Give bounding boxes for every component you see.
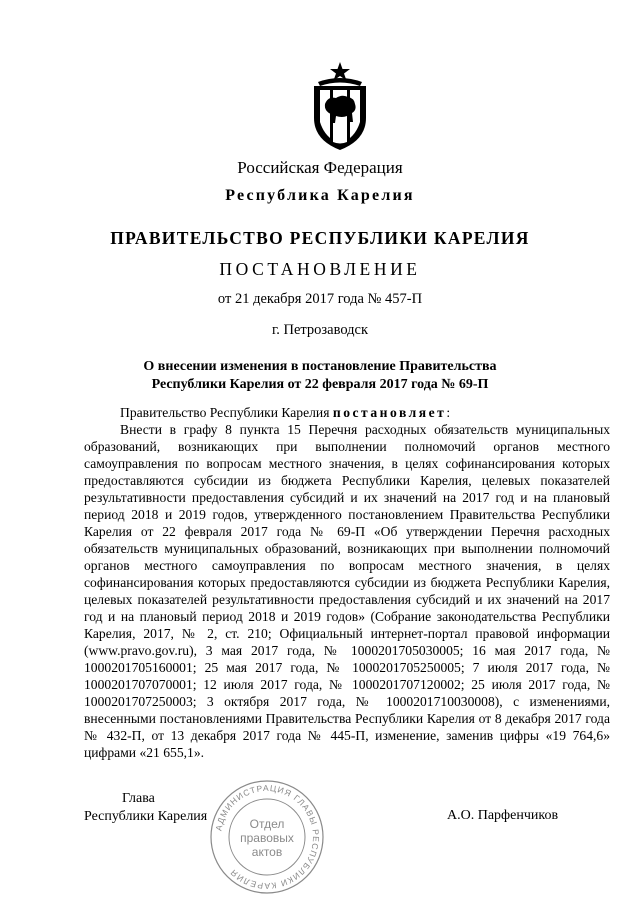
stamp-line-1: Отдел: [249, 817, 285, 831]
subject-line-2: Республики Карелия от 22 февраля 2017 года № 69-П: [151, 377, 489, 392]
republic-title: Республика Карелия: [225, 187, 415, 204]
main-paragraph: Внести в графу 8 пункта 15 Перечня расходных обязательств муниципальных образований, возникающих при выполнении полномочий органов местного самоуправления по вопросам местного значения, в целях софинансирования которых предоставляются субсидии из бюджета Республики Карелия, целевых показателей результативности предоставления субсидий и их значений на 2017 год и на плановый период 2018 и 2019 годов, утвержденного постановлением Правительства Республики Карелия от 22 февраля 2017 года № 69-П «Об утверждении Перечня расходных обязательств муниципальных образований, возникающих при выполнении полномочий органов местного самоуправления по вопросам местного значения, в целях софинансирования которых предоставляются субсидии из бюджета Республики Карелия, целевых показателей результативности предоставления субсидий и их значений на 2017 год и на плановый период 2018 и 2019 годов» (Собрание законодательства Республики Карелия, 2017, № 2, ст. 210; Официальный интернет-портал правовой информации (www.pravo.gov.ru), 3 мая 2017 года, № 1000201705030005; 16 мая 2017 года, № 1000201705160001; 25 мая 2017 года, № 1000201705250005; 7 июля 2017 года, № 1000201707070001; 12 июля 2017 года, № 1000201707120002; 25 июля 2017 года, № 1000201707250003; 3 октября 2017 года, № 1000201710030008), с изменениями, внесенными постановлениями Правительства Республики Карелия от 8 декабря 2017 года № 432-П, от 13 декабря 2017 года № 445-П, изменение, заменив цифры «19 764,6» цифрами «21 655,1».: [84, 422, 610, 760]
official-stamp-icon: [208, 778, 326, 896]
subject-line-1: О внесении изменения в постановление Правительства: [143, 359, 497, 374]
document-type: ПОСТАНОВЛЕНИЕ: [219, 259, 421, 279]
signature-title-line-2: Республики Карелия: [84, 809, 208, 824]
intro-suffix: :: [446, 405, 451, 420]
government-title: ПРАВИТЕЛЬСТВО РЕСПУБЛИКИ КАРЕЛИЯ: [110, 228, 530, 248]
document-date: от 21 декабря 2017 года № 457-П: [217, 291, 423, 307]
stamp-line-2: правовых: [240, 831, 294, 845]
signature-title: [84, 790, 207, 826]
stamp-ring-text: АДМИНИСТРАЦИЯ ГЛАВЫ РЕСПУБЛИКИ КАРЕЛИЯ: [213, 782, 322, 892]
signatory-name: А.О. Парфенчиков: [447, 808, 559, 823]
federation-title: Российская Федерация: [237, 158, 403, 177]
karelia-coat-of-arms-icon: [308, 60, 372, 152]
document-body: [84, 404, 610, 761]
intro-prefix: Правительство Республики Карелия: [120, 405, 333, 420]
stamp-line-3: актов: [251, 845, 283, 859]
intro-verb: постановляет: [332, 405, 447, 420]
document-subject: [0, 358, 640, 394]
intro-paragraph: [84, 404, 610, 421]
document-city: г. Петрозаводск: [271, 322, 369, 338]
signature-title-line-1: Глава: [122, 791, 155, 806]
